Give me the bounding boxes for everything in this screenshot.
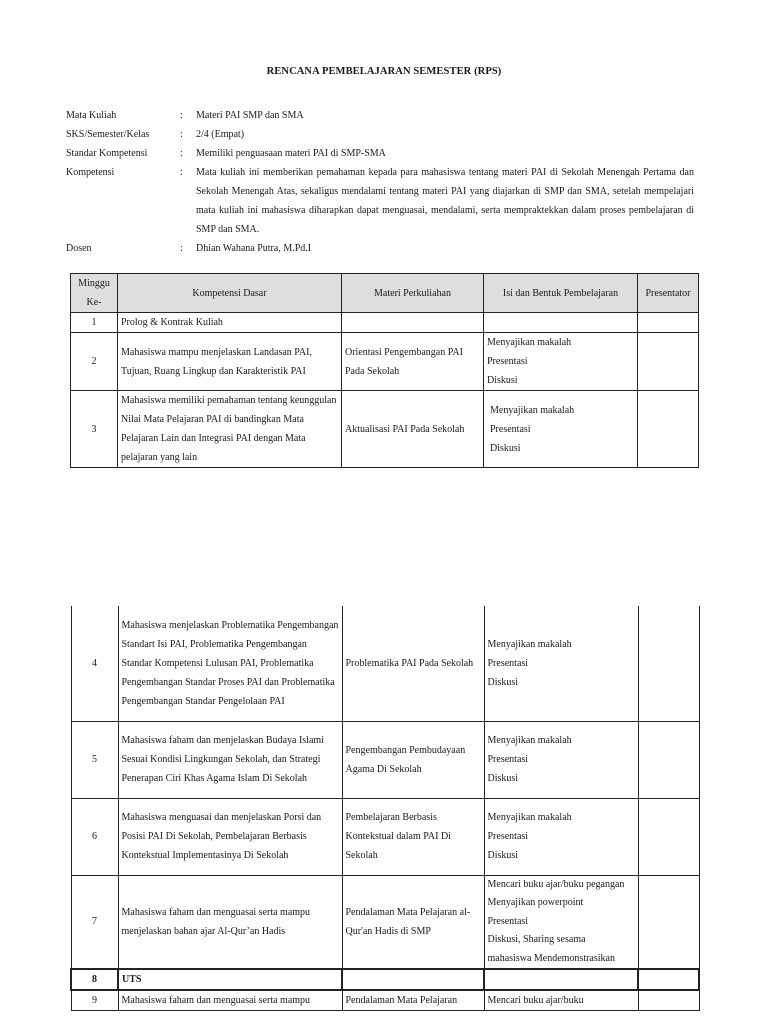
- row-materi: Pendalaman Mata Pelajaran al-Qur'an Hadis di SMP: [342, 875, 484, 969]
- row-number: 4: [71, 606, 118, 721]
- header-minggu: Minggu Ke-: [71, 274, 118, 313]
- table-row: [71, 333, 699, 391]
- table-row-uts: [71, 969, 699, 990]
- row-isi: Menyajikan makalah Presentasi Diskusi: [484, 721, 638, 798]
- table-row: [71, 313, 699, 333]
- row-number: 8: [71, 969, 118, 990]
- header-presentator: Presentator: [638, 274, 699, 313]
- row-isi: Menyajikan makalah Presentasi Diskusi: [484, 333, 638, 391]
- meta-label: Kompetensi: [66, 167, 115, 178]
- row-presentator: [638, 721, 699, 798]
- table-row: [71, 875, 699, 969]
- row-kompetensi: Mahasiswa faham dan menguasai serta mampu menjelaskan bahan ajar Al-Qur’an Hadis: [118, 875, 342, 969]
- row-isi: Mencari buku ajar/buku pegangan Menyajikan powerpoint Presentasi Diskusi, Sharing sesama mahasiswa Mendemonstrasikan: [484, 875, 638, 969]
- row-number: 9: [71, 990, 118, 1011]
- row-materi: Problematika PAI Pada Sekolah: [342, 606, 484, 721]
- row-kompetensi: UTS: [118, 969, 342, 990]
- meta-colon: :: [180, 129, 183, 140]
- row-materi: Pengembangan Pembudayaan Agama Di Sekolah: [342, 721, 484, 798]
- row-number: 6: [71, 798, 118, 875]
- row-presentator: [638, 313, 699, 333]
- row-materi: Pembelajaran Berbasis Kontekstual dalam PAI Di Sekolah: [342, 798, 484, 875]
- row-kompetensi: Mahasiswa memiliki pemahaman tentang keunggulan Nilai Mata Pelajaran PAI di bandingkan Mata Pelajaran Lain dan Integrasi PAI dengan Mata pelajaran yang lain: [118, 391, 342, 468]
- meta-value: 2/4 (Empat): [196, 129, 245, 140]
- header-kompetensi-dasar: Kompetensi Dasar: [118, 274, 342, 313]
- table-row: [71, 721, 699, 798]
- row-presentator: [638, 990, 699, 1011]
- row-isi: Mencari buku ajar/buku: [484, 990, 638, 1011]
- row-isi: Menyajikan makalah Presentasi Diskusi: [484, 798, 638, 875]
- row-kompetensi: Mahasiswa faham dan menguasai serta mampu: [118, 990, 342, 1011]
- rps-table-part1: [70, 273, 699, 468]
- row-number: 3: [71, 391, 118, 468]
- row-isi: Menyajikan makalah Presentasi Diskusi: [484, 391, 638, 468]
- row-presentator: [638, 606, 699, 721]
- header-isi: Isi dan Bentuk Pembelajaran: [484, 274, 638, 313]
- row-kompetensi: Mahasiswa menjelaskan Problematika Pengembangan Standart Isi PAI, Problematika Pengembangan Standar Kompetensi Lulusan PAI, Problematika Pengembangan Standar Proses PAI dan Problematika Pengembangan Standar Pengelolaan PAI: [118, 606, 342, 721]
- row-kompetensi: Mahasiswa mampu menjelaskan Landasan PAI, Tujuan, Ruang Lingkup dan Karakteristik PAI: [118, 333, 342, 391]
- meta-colon: :: [180, 110, 183, 121]
- row-isi: Menyajikan makalah Presentasi Diskusi: [484, 606, 638, 721]
- row-number: 7: [71, 875, 118, 969]
- meta-colon: :: [180, 167, 183, 178]
- row-materi: Pendalaman Mata Pelajaran: [342, 990, 484, 1011]
- row-materi: [342, 969, 484, 990]
- row-kompetensi: Prolog & Kontrak Kuliah: [118, 313, 342, 333]
- meta-value-kompetensi: Mata kuliah ini memberikan pemahaman kepada para mahasiswa tentang materi PAI di Sekolah Menengah Pertama dan Sekolah Menengah Atas, sekaligus mendalami tentang materi PAI yang diajarkan di SMP dan SMA, setelah mempelajari mata kuliah ini mahasiswa diharapkan dapat menguasai, mendalami, serta mempraktekkan dalam proses pembelajaran di SMP dan SMA.: [196, 167, 694, 235]
- row-isi: [484, 313, 638, 333]
- row-kompetensi: Mahasiswa faham dan menjelaskan Budaya Islami Sesuai Kondisi Lingkungan Sekolah, dan Strategi Penerapan Ciri Khas Agama Islam Di Sekolah: [118, 721, 342, 798]
- meta-label: SKS/Semester/Kelas: [66, 129, 150, 140]
- row-materi: [342, 313, 484, 333]
- row-presentator: [638, 333, 699, 391]
- meta-value: Materi PAI SMP dan SMA: [196, 110, 304, 121]
- rps-table-part2: [70, 606, 700, 1011]
- meta-value: Memiliki penguasaan materi PAI di SMP-SMA: [196, 148, 386, 159]
- header-materi: Materi Perkuliahan: [342, 274, 484, 313]
- row-number: 2: [71, 333, 118, 391]
- meta-colon: :: [180, 148, 183, 159]
- meta-label: Dosen: [66, 243, 92, 254]
- row-kompetensi: Mahasiswa menguasai dan menjelaskan Porsi dan Posisi PAI Di Sekolah, Pembelajaran Berbasis Kontekstual Implementasinya Di Sekolah: [118, 798, 342, 875]
- row-presentator: [638, 875, 699, 969]
- row-number: 1: [71, 313, 118, 333]
- table-header-row: [71, 274, 699, 313]
- row-materi: Orientasi Pengembangan PAI Pada Sekolah: [342, 333, 484, 391]
- document-title: RENCANA PEMBELAJARAN SEMESTER (RPS): [266, 66, 502, 77]
- meta-label: Mata Kuliah: [66, 110, 117, 121]
- row-presentator: [638, 798, 699, 875]
- row-presentator: [638, 969, 699, 990]
- table-row: [71, 391, 699, 468]
- meta-colon: :: [180, 243, 183, 254]
- table-row: [71, 606, 699, 721]
- row-materi: Aktualisasi PAI Pada Sekolah: [342, 391, 484, 468]
- row-number: 5: [71, 721, 118, 798]
- row-isi: [484, 969, 638, 990]
- row-presentator: [638, 391, 699, 468]
- meta-label: Standar Kompetensi: [66, 148, 148, 159]
- meta-value: Dhian Wahana Putra, M.Pd.I: [196, 243, 312, 254]
- table-row: [71, 990, 699, 1011]
- table-row: [71, 798, 699, 875]
